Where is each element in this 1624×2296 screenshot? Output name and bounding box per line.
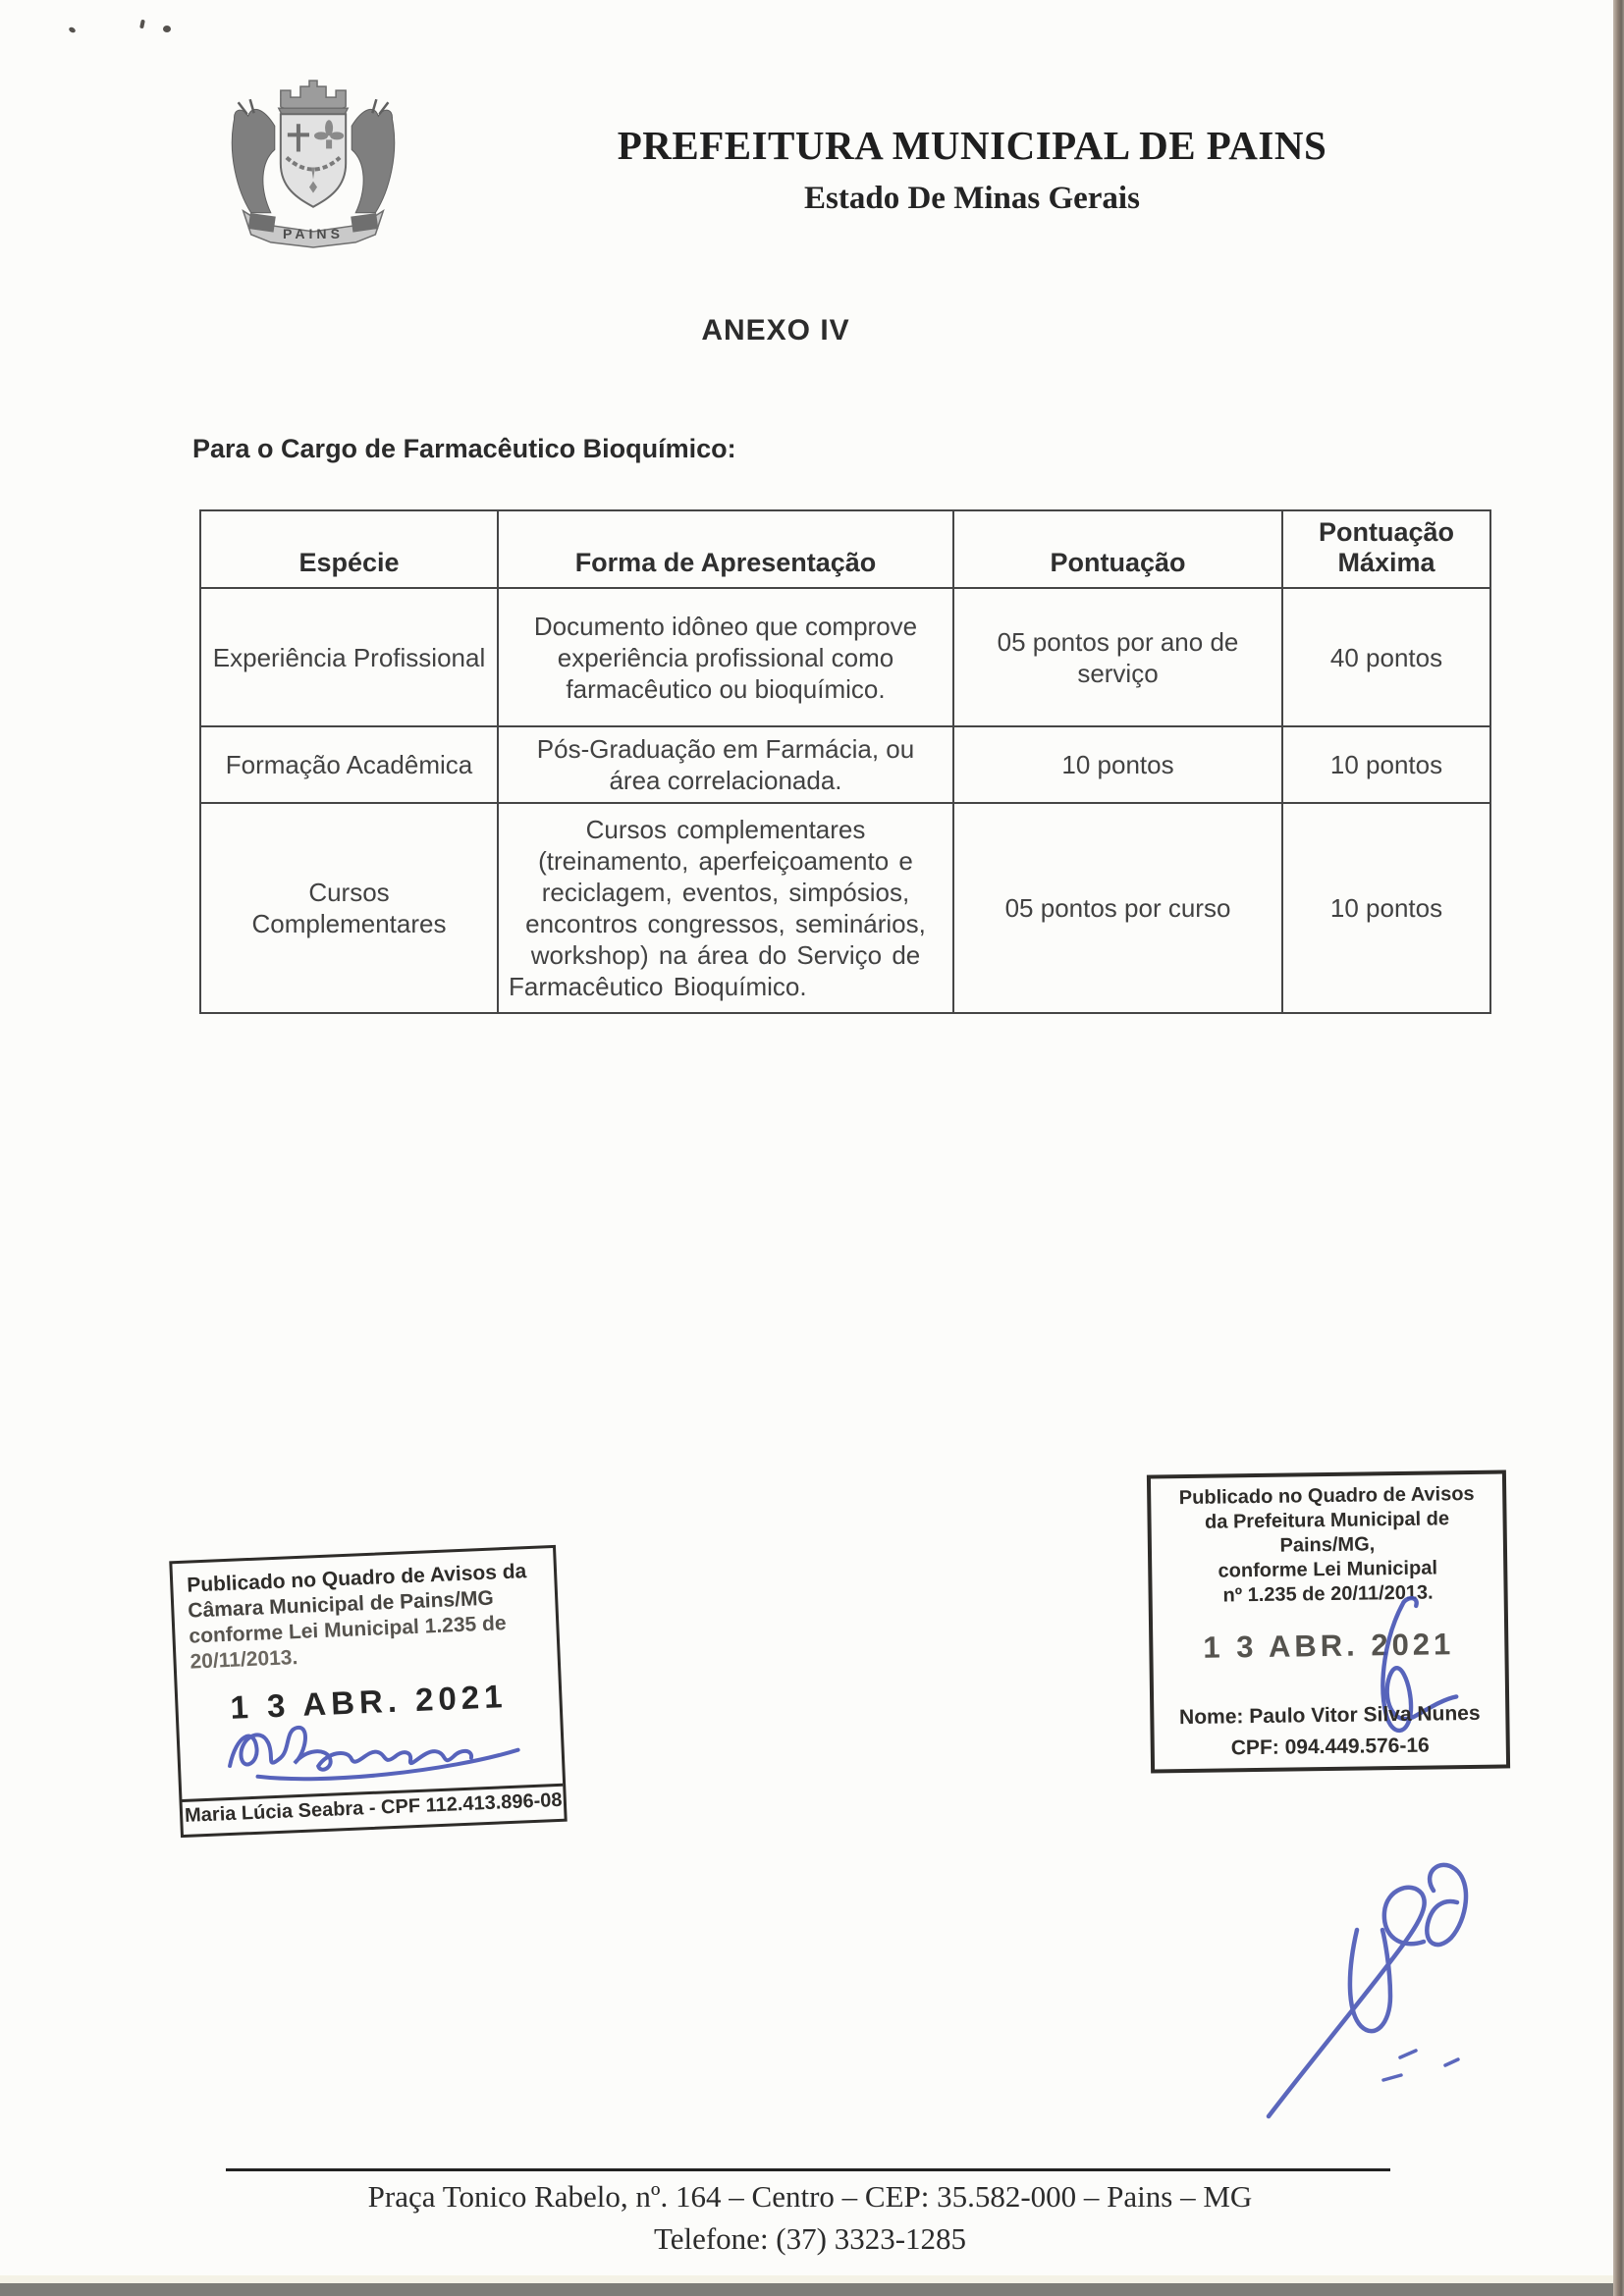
table-row (200, 803, 1490, 1013)
stamp-signer-name: Maria Lúcia Seabra - CPF 112.413.896-08 (182, 1784, 564, 1835)
cell-forma: Pós-Graduação em Farmácia, ou área correlacionada. (498, 726, 953, 803)
stamp-prefeitura (1147, 1469, 1510, 1773)
cell-forma: Cursos complementares (treinamento, aperfeiçoamento e reciclagem, eventos, simpósios, encontros congressos, seminários, workshop) na área do Serviço de Farmacêutico Bioquímico. (498, 803, 953, 1013)
cell-especie: Formação Acadêmica (200, 726, 498, 803)
stamp-line: da Prefeitura Municipal de Pains/MG, (1204, 1508, 1450, 1557)
footer-divider (226, 2168, 1390, 2171)
stamp-line: Câmara Municipal de Pains/MG (187, 1586, 495, 1623)
scan-speck (68, 27, 77, 34)
cell-forma: Documento idôneo que comprove experiência profissional como farmacêutico ou bioquímico. (498, 588, 953, 726)
stamp-line: conforme Lei Municipal 1.235 de (189, 1612, 507, 1648)
letterhead (550, 122, 1394, 217)
stamp-line: nº 1.235 de 20/11/2013. (1222, 1581, 1434, 1607)
cell-pontuacao: 05 pontos por ano de serviço (953, 588, 1282, 726)
date-stamp: 1 3 ABR. 2021 (229, 1678, 509, 1726)
scan-speck (163, 26, 171, 32)
scan-speck (139, 20, 145, 29)
stamp-line: Publicado no Quadro de Avisos (1178, 1482, 1475, 1510)
header-pontuacao: Pontuação (953, 510, 1282, 588)
stamp-text (1151, 1474, 1504, 1610)
scoring-table (199, 509, 1491, 1014)
logo-ribbon-text: PAINS (282, 225, 345, 241)
org-subtitle: Estado De Minas Gerais (804, 181, 1140, 216)
stamp-cpf: CPF: 094.449.576-16 (1230, 1734, 1430, 1760)
header-especie: Espécie (200, 510, 498, 588)
scan-edge-right (1613, 0, 1624, 2296)
cell-especie: Cursos Complementares (200, 803, 498, 1013)
table-header-row (200, 510, 1490, 588)
stamp-name: Nome: Paulo Vitor Silva Nunes (1178, 1701, 1481, 1730)
header-pontuacao-maxima: Pontuação Máxima (1282, 510, 1490, 588)
cell-pontuacao: 10 pontos (953, 726, 1282, 803)
coat-of-arms-logo (209, 65, 417, 257)
scan-edge-cream (0, 2275, 1624, 2283)
date-stamp: 1 3 ABR. 2021 (1203, 1627, 1455, 1665)
footer (147, 2179, 1473, 2257)
stamp-line: Publicado no Quadro de Avisos da (186, 1560, 527, 1597)
document-title: ANEXO IV (701, 314, 850, 347)
footer-address: Praça Tonico Rabelo, nº. 164 – Centro – CEP: 35.582-000 – Pains – MG (367, 2179, 1253, 2214)
cell-especie: Experiência Profissional (200, 588, 498, 726)
signature-paulo-vitor (1337, 1590, 1463, 1757)
footer-phone: Telefone: (37) 3323-1285 (653, 2221, 967, 2256)
stamp-line: conforme Lei Municipal (1218, 1557, 1438, 1582)
stamp-camara-municipal (169, 1545, 567, 1838)
cell-maxima: 40 pontos (1282, 588, 1490, 726)
table-row (200, 726, 1490, 803)
cell-maxima: 10 pontos (1282, 726, 1490, 803)
cell-maxima: 10 pontos (1282, 803, 1490, 1013)
cell-pontuacao: 05 pontos por curso (953, 803, 1282, 1013)
header-forma: Forma de Apresentação (498, 510, 953, 588)
org-name: PREFEITURA MUNICIPAL DE PAINS (617, 123, 1327, 168)
stamp-line: 20/11/2013. (189, 1645, 298, 1674)
signature-maria-lucia (213, 1675, 541, 1796)
stamp-text (172, 1548, 557, 1676)
scan-edge-bottom (0, 2283, 1624, 2296)
table-caption: Para o Cargo de Farmacêutico Bioquímico: (192, 434, 736, 463)
table-row (200, 588, 1490, 726)
signature-large-ink (1239, 1840, 1489, 2134)
